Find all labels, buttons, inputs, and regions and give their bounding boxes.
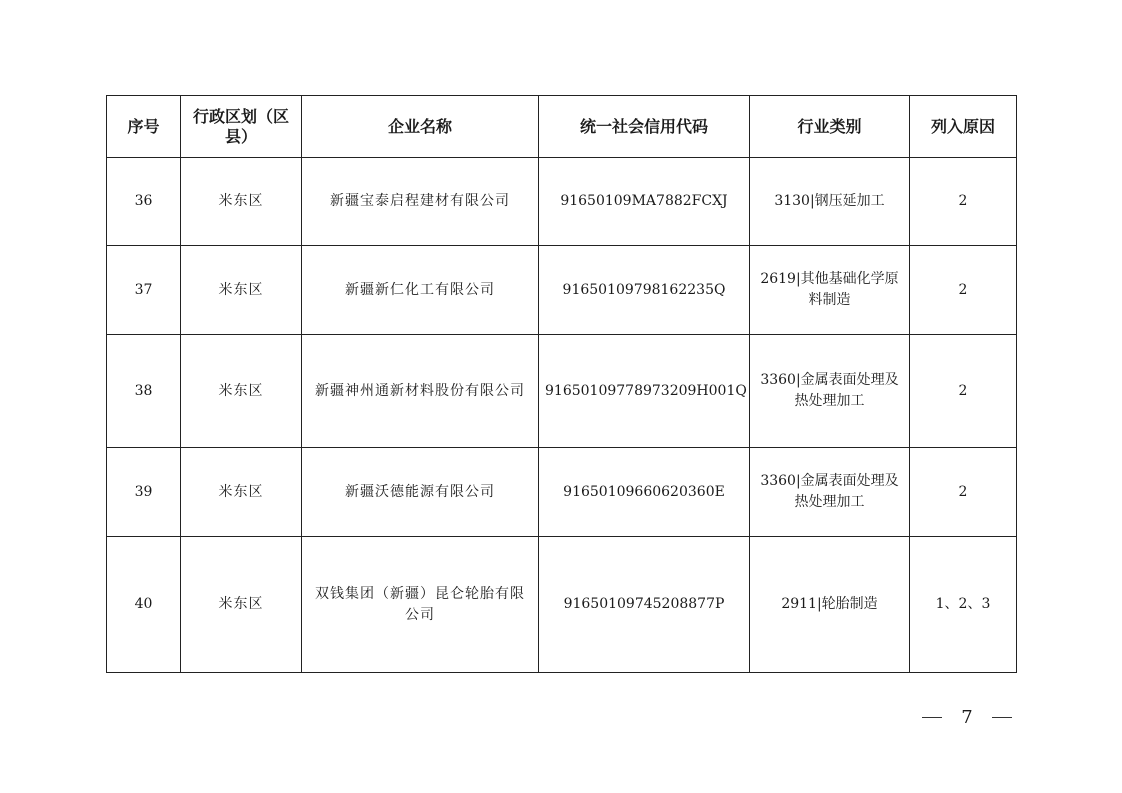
header-industry: 行业类别 — [750, 96, 910, 158]
table-row — [107, 246, 1017, 335]
table-row — [107, 158, 1017, 246]
header-code: 统一社会信用代码 — [539, 96, 750, 158]
page-number-footer — [922, 704, 1012, 730]
table-row — [107, 537, 1017, 673]
cell-reason: 2 — [910, 158, 1017, 246]
cell-company: 新疆沃德能源有限公司 — [302, 448, 539, 537]
cell-code: 91650109MA7882FCXJ — [539, 158, 750, 246]
cell-district: 米东区 — [181, 335, 302, 448]
cell-index: 39 — [107, 448, 181, 537]
cell-code: 91650109745208877P — [539, 537, 750, 673]
cell-district: 米东区 — [181, 448, 302, 537]
table-header-row — [107, 96, 1017, 158]
cell-industry: 3360|金属表面处理及热处理加工 — [750, 448, 910, 537]
page-number: 7 — [961, 706, 973, 728]
header-district: 行政区划（区县） — [181, 96, 302, 158]
cell-reason: 1、2、3 — [910, 537, 1017, 673]
cell-index: 36 — [107, 158, 181, 246]
left-dash — [922, 717, 942, 718]
cell-company: 新疆新仁化工有限公司 — [302, 246, 539, 335]
cell-industry: 2619|其他基础化学原料制造 — [750, 246, 910, 335]
table-row — [107, 448, 1017, 537]
cell-reason: 2 — [910, 448, 1017, 537]
header-company: 企业名称 — [302, 96, 539, 158]
cell-index: 40 — [107, 537, 181, 673]
table-row — [107, 335, 1017, 448]
cell-code: 91650109778973209H001Q — [539, 335, 750, 448]
cell-industry: 2911|轮胎制造 — [750, 537, 910, 673]
cell-code: 91650109660620360E — [539, 448, 750, 537]
cell-industry: 3130|钢压延加工 — [750, 158, 910, 246]
header-index: 序号 — [107, 96, 181, 158]
cell-company: 双钱集团（新疆）昆仑轮胎有限公司 — [302, 537, 539, 673]
cell-district: 米东区 — [181, 246, 302, 335]
cell-code: 91650109798162235Q — [539, 246, 750, 335]
cell-reason: 2 — [910, 335, 1017, 448]
header-reason: 列入原因 — [910, 96, 1017, 158]
cell-district: 米东区 — [181, 158, 302, 246]
cell-company: 新疆宝泰启程建材有限公司 — [302, 158, 539, 246]
cell-company: 新疆神州通新材料股份有限公司 — [302, 335, 539, 448]
cell-reason: 2 — [910, 246, 1017, 335]
cell-index: 38 — [107, 335, 181, 448]
enterprise-table — [106, 95, 1017, 673]
cell-index: 37 — [107, 246, 181, 335]
right-dash — [992, 717, 1012, 718]
cell-district: 米东区 — [181, 537, 302, 673]
cell-industry: 3360|金属表面处理及热处理加工 — [750, 335, 910, 448]
